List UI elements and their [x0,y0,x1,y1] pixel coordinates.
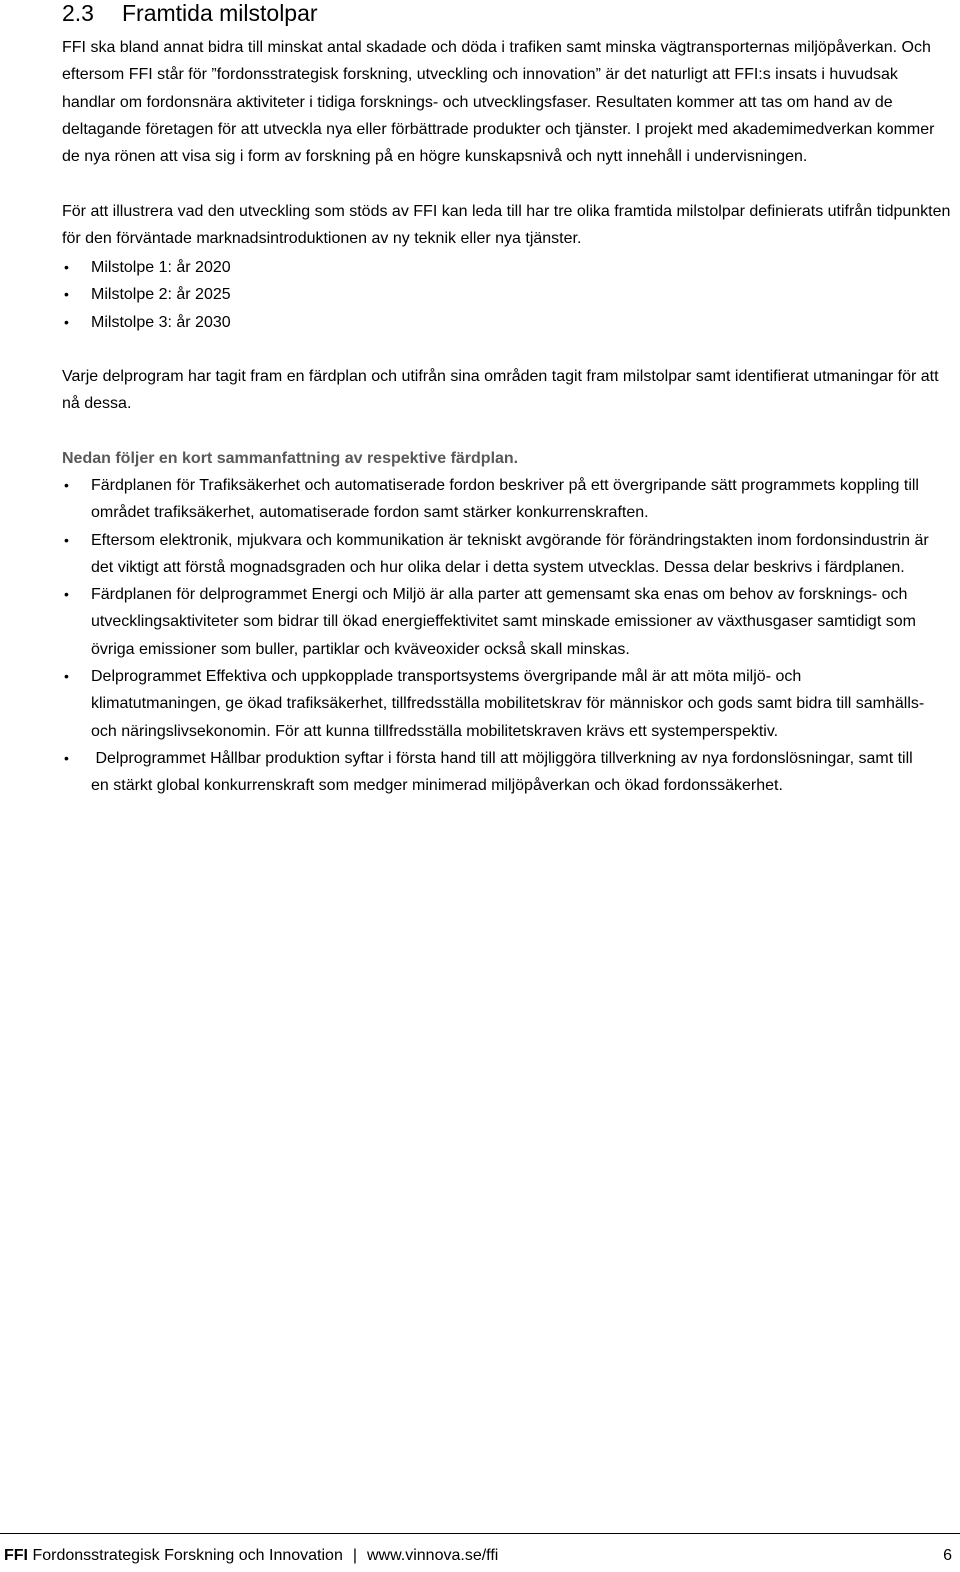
section-heading [62,0,318,26]
milestone-label: Milstolpe 2: år 2025 [91,286,231,304]
page-number: 6 [943,1547,952,1564]
footer-url: www.vinnova.se/ffi [367,1547,499,1564]
list-item [62,472,932,527]
milestone-list [62,254,954,336]
milestones-intro-paragraph: För att illustrera vad den utveckling som stöds av FFI kan leda till har tre olika framtida milstolpar definierats utifrån tidpunkten för den förväntade marknadsintroduktionen av ny teknik eller nya tjänster. [62,203,951,248]
milestone-label: Milstolpe 1: år 2020 [91,259,231,276]
list-item [62,281,954,308]
bullet-icon: • [64,286,69,303]
footer-org: FFI [4,1547,28,1564]
roadmap-text: Eftersom elektronik, mjukvara och kommunikation är tekniskt avgörande för förändringstakten inom fordonsindustrin är det viktigt att förstå mognadsgraden och hur olika delar i detta system utvecklas. Dessa delar beskrivs i färdplanen. [91,531,929,576]
bullet-icon: • [64,749,69,766]
list-item [62,745,932,800]
roadmap-text: Delprogrammet Hållbar produktion syftar i första hand till att möjliggöra tillverkning av nya fordonslösningar, samt till en stärkt global konkurrenskraft som medger minimerad miljöpåverkan och ökad fordonssäkerhet. [91,749,918,795]
roadmap-list [62,472,932,800]
summary-heading: Nedan följer en kort sammanfattning av respektive färdplan. [62,450,519,467]
bullet-icon: • [64,259,69,275]
roadmap-text: Färdplanen för Trafiksäkerhet och automatiserade fordon beskriver på ett övergripande sätt programmets koppling till området trafiksäkerhet, automatiserade fordon samt stärker konkurrenskraften. [91,477,919,522]
footer-divider [0,1533,960,1534]
bullet-icon: • [64,668,69,685]
footer-left [4,1546,498,1566]
roadmap-text: Delprogrammet Effektiva och uppkopplade transportsystems övergripande mål är att möta miljö- och klimatutmaningen, ge ökad trafiksäkerhet, tillfredsställa mobilitetskrav för människor och gods samt bidra till samhälls- och näringslivsekonomin. För att kunna tillfredsställa mobilitetskraven krävs ett systemperspektiv. [91,668,925,740]
list-item [62,309,954,336]
footer-separator: | [352,1547,357,1564]
section-number: 2.3 [62,0,94,26]
list-item [62,527,932,582]
intro-paragraph: FFI ska bland annat bidra till minskat antal skadade och döda i trafiken samt minska vägtransporternas miljöpåverkan. Och eftersom FFI står för ”fordonsstrategisk forskning, utveckling och innovation” är det naturligt att FFI:s insats i huvudsak handlar om fordonsnära aktiviteter i tidiga forsknings- och utvecklingsfaser. Resultaten kommer att tas om hand av de deltagande företagen för att utveckla nya eller förbättrade produkter och tjänster. I projekt med akademimedverkan kommer de nya rönen att visa sig i form av forskning på en högre kunskapsnivå och nytt innehåll i undervisningen. [62,39,935,166]
section-title: Framtida milstolpar [122,0,318,26]
list-item [62,254,954,281]
roadmap-text: Färdplanen för delprogrammet Energi och Miljö är alla parter att gemensamt ska enas om behov av forsknings- och utvecklingsaktiviteter som bidrar till ökad energieffektivitet samt minskade emissioner av växthusgaser samtidigt som övriga emissioner som buller, partiklar och kväveoxider också skall minskas. [91,586,916,658]
list-item [62,581,932,663]
bullet-icon: • [64,586,69,603]
bullet-icon: • [64,531,69,548]
milestone-label: Milstolpe 3: år 2030 [91,313,231,331]
bullet-icon: • [64,313,69,330]
bullet-icon: • [64,477,69,493]
roadmap-intro-paragraph: Varje delprogram har tagit fram en färdplan och utifrån sina områden tagit fram milstolpar samt identifierat utmaningar för att nå dessa. [62,368,939,413]
list-item [62,663,932,745]
footer-title: Fordonsstrategisk Forskning och Innovation [32,1547,343,1564]
